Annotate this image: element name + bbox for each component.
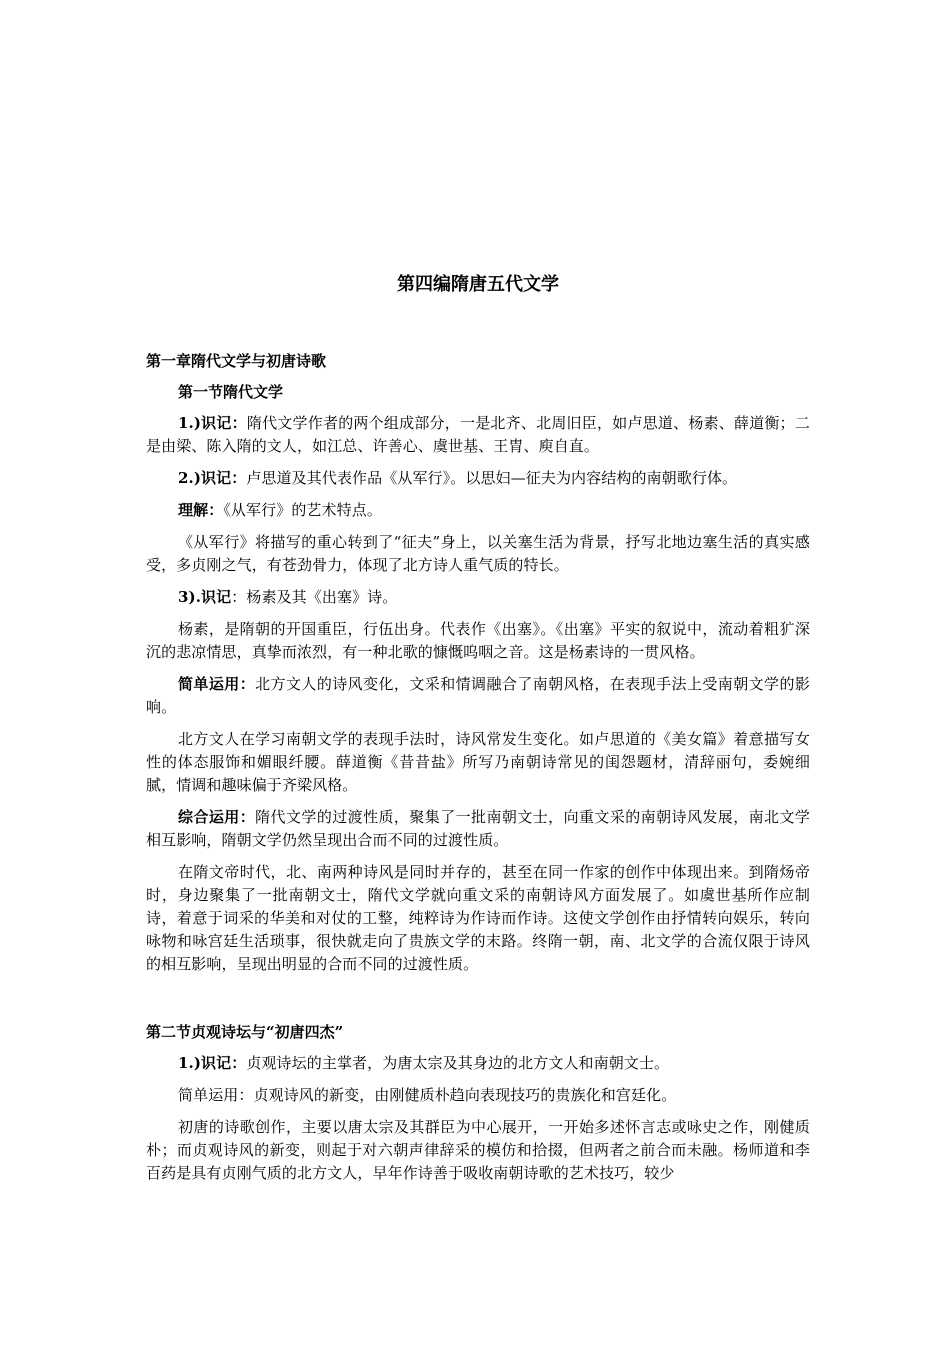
- paragraph-text: 杨素，是隋朝的开国重臣，行伍出身。代表作《出塞》。《出塞》平实的叙说中，流动着粗犷深沉的悲凉情思，真挚而浓烈，有一种北歌的慷慨呜咽之音。这是杨素诗的一贯风格。: [146, 620, 810, 661]
- paragraph: [146, 1084, 810, 1107]
- paragraph-text: 《从军行》将描写的重心转到了“征夫”身上，以关塞生活为背景，抒写北地边塞生活的真实感受，多贞刚之气，有苍劲骨力，体现了北方诗人重气质的特长。: [146, 533, 810, 574]
- paragraph-text: 初唐的诗歌创作，主要以唐太宗及其群臣为中心展开，一开始多述怀言志或咏史之作，刚健质朴；而贞观诗风的新变，则起于对六朝声律辞采的模仿和拾掇，但两者之前合而未融。杨师道和李百药是具有贞刚气质的北方文人，早年作诗善于吸收南朝诗歌的艺术技巧，较少: [146, 1118, 810, 1182]
- section-spacer: [146, 985, 810, 1021]
- paragraph-text: 隋代文学的过渡性质，聚集了一批南朝文士，向重文采的南朝诗风发展，南北文学相互影响，隋朝文学仍然呈现出合而不同的过渡性质。: [146, 808, 810, 849]
- paragraph: [146, 728, 810, 797]
- chapter-heading: 第一章隋代文学与初唐诗歌: [146, 352, 327, 370]
- section-heading: 第二节贞观诗坛与“初唐四杰”: [146, 1023, 344, 1041]
- paragraph-text: 北方文人在学习南朝文学的表现手法时，诗风常发生变化。如卢思道的《美女篇》着意描写女性的体态服饰和媚眼纤腰。薛道衡《昔昔盐》所写乃南朝诗常见的闺怨题材，清辞丽句，委婉细腻，情调和趣味偏于齐梁风格。: [146, 730, 810, 794]
- paragraph: [146, 412, 810, 458]
- paragraph: [146, 586, 810, 609]
- paragraph: [146, 673, 810, 719]
- paragraph: [146, 467, 810, 490]
- section-heading: 第一节隋代文学: [178, 383, 284, 401]
- paragraph: [146, 499, 810, 522]
- paragraph-text: 在隋文帝时代，北、南两种诗风是同时并存的，甚至在同一作家的创作中体现出来。到隋炀帝时，身边聚集了一批南朝文士，隋代文学就向重文采的南朝诗风方面发展了。如虞世基所作应制诗，着意于词采的华美和对仗的工整，纯粹诗为作诗而作诗。这使文学创作由抒情转向娱乐，转向咏物和咏宫廷生活琐事，很快就走向了贵族文学的末路。终隋一朝，南、北文学的合流仅限于诗风的相互影响，呈现出明显的合而不同的过渡性质。: [146, 863, 810, 973]
- paragraph: [146, 861, 810, 976]
- paragraph-label: 简单运用：: [178, 675, 256, 693]
- paragraph-label: 1.)识记：: [178, 1054, 247, 1072]
- paragraph-text: 简单运用：贞观诗风的新变，由刚健质朴趋向表现技巧的贵族化和宫廷化。: [178, 1086, 677, 1104]
- paragraph-text: 北方文人的诗风变化，文采和情调融合了南朝风格，在表现手法上受南朝文学的影响。: [146, 675, 810, 716]
- paragraph-text: 卢思道及其代表作品《从军行》。以思妇—征夫为内容结构的南朝歌行体。: [246, 469, 738, 487]
- paragraph-label: 3).识记: [178, 588, 232, 606]
- paragraph-text: 贞观诗坛的主掌者，为唐太宗及其身边的北方文人和南朝文士。: [246, 1054, 670, 1072]
- page-title: 第四编隋唐五代文学: [397, 274, 559, 295]
- paragraph: [146, 618, 810, 664]
- paragraph: [146, 806, 810, 852]
- paragraph-text: 《从军行》的艺术特点。: [223, 501, 382, 519]
- paragraph-text: ：杨素及其《出塞》诗。: [231, 588, 398, 606]
- paragraph-label: 理解：: [178, 501, 224, 519]
- paragraph-label: 综合运用：: [178, 808, 256, 826]
- document-body: [146, 272, 810, 1194]
- paragraph: [146, 1116, 810, 1185]
- paragraph: [146, 1052, 810, 1075]
- paragraph: [146, 531, 810, 577]
- paragraph-label: 1.)识记：: [178, 414, 247, 432]
- paragraph-text: 隋代文学作者的两个组成部分，一是北齐、北周旧臣，如卢思道、杨素、薛道衡；二是由梁、陈入隋的文人，如江总、许善心、虞世基、王胄、庾自直。: [146, 414, 810, 455]
- paragraph-label: 2.)识记：: [178, 469, 247, 487]
